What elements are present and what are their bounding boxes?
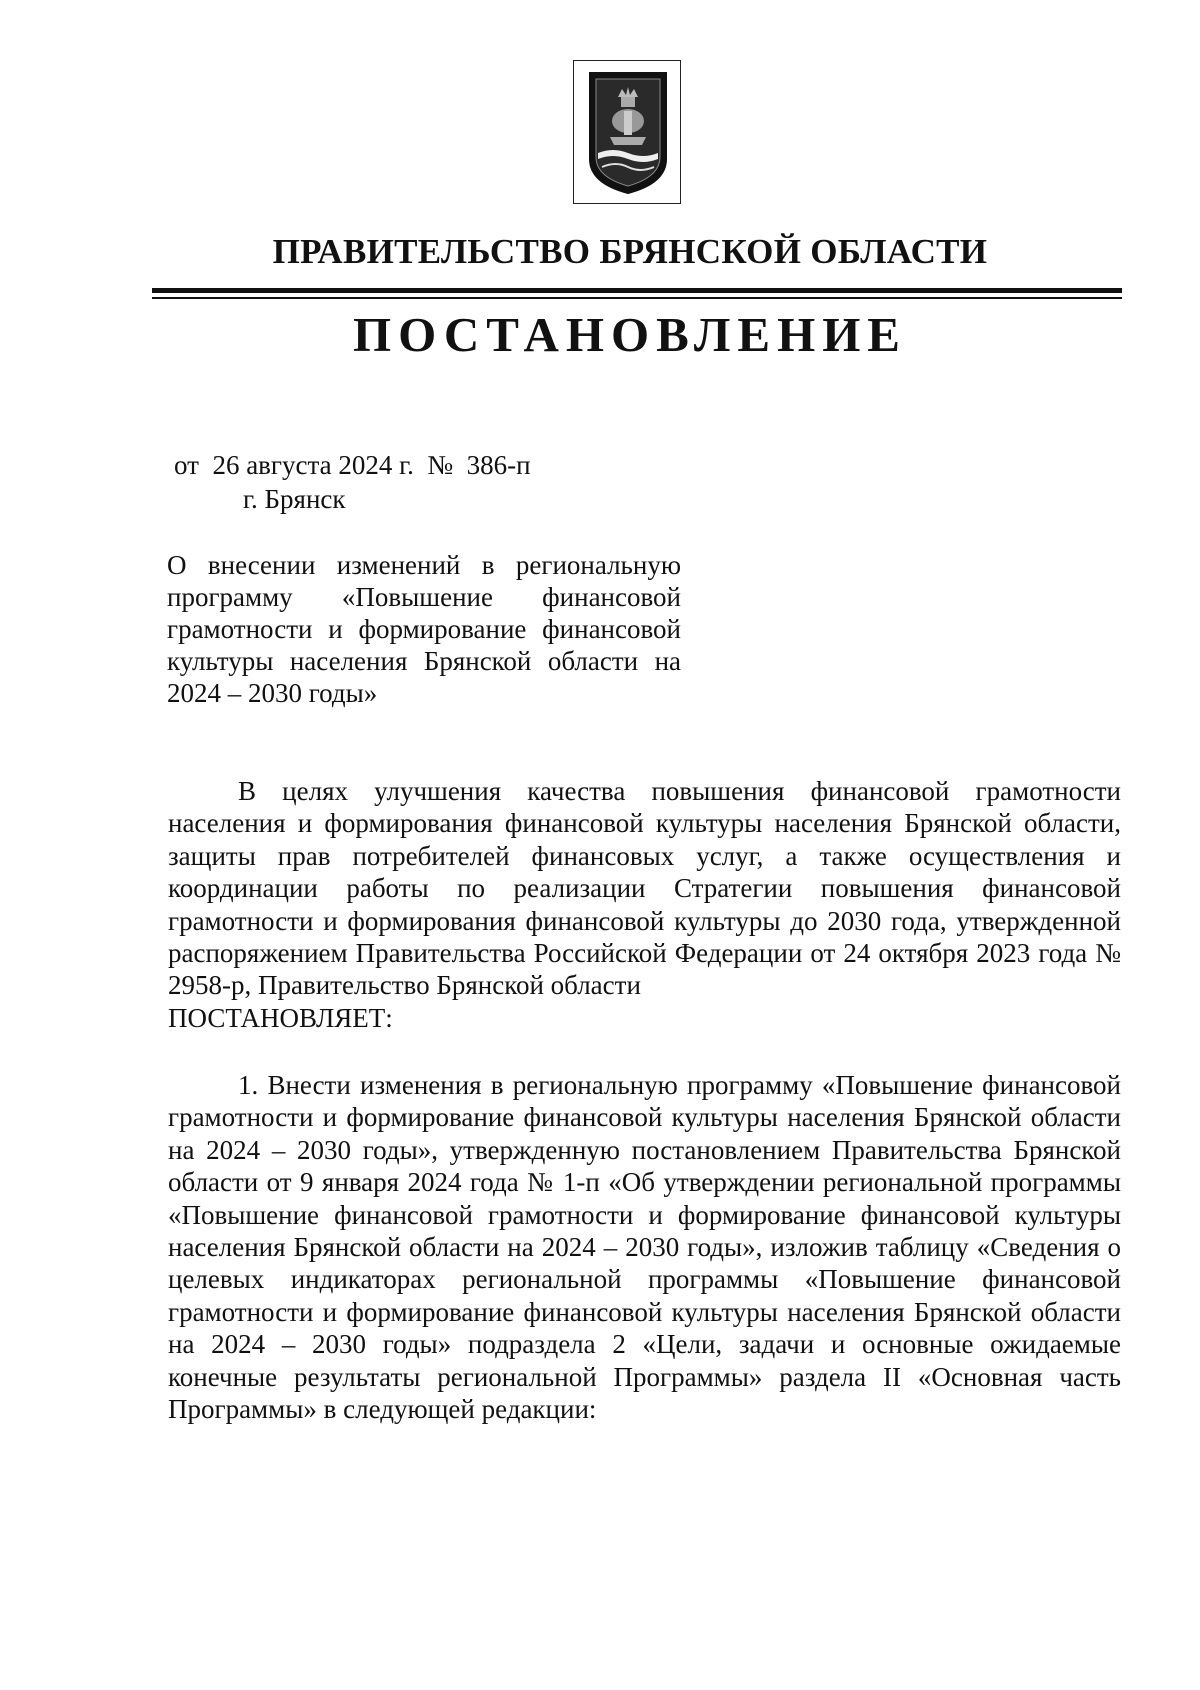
header-rule-thick bbox=[152, 288, 1122, 293]
coat-of-arms-icon bbox=[588, 71, 668, 195]
government-name: ПРАВИТЕЛЬСТВО БРЯНСКОЙ ОБЛАСТИ bbox=[272, 232, 988, 271]
item-1-paragraph: 1. Внести изменения в региональную программу «Повышение финансовой грамотности и формирование финансовой культуры населения Брянской области на 2024 – 2030 годы», утвержденную постановлением Правительства Брянской области от 9 января 2024 года № 1-п «Об утверждении региональной программы «Повышение финансовой грамотности и формирование финансовой культуры населения Брянской области на 2024 – 2030 годы», изложив таблицу «Сведения о целевых индикаторах региональной программы «Повышение финансовой грамотности и формирование финансовой культуры населения Брянской области на 2024 – 2030 годы» подраздела 2 «Цели, задачи и основные ожидаемые конечные результаты региональной Программы» раздела II «Основная часть Программы» в следующей редакции: bbox=[168, 1070, 1121, 1425]
document-subject: О внесении изменений в региональную программу «Повышение финансовой грамотности и формирование финансовой культуры населения Брянской области на 2024 – 2030 годы» bbox=[167, 550, 681, 708]
header-rule-thin bbox=[152, 297, 1122, 299]
emblem bbox=[573, 60, 681, 204]
document-type: ПОСТАНОВЛЕНИЕ bbox=[353, 307, 907, 362]
city: г. Брянск bbox=[243, 484, 346, 514]
preamble-text: В целях улучшения качества повышения финансовой грамотности населения и формирования финансовой культуры населения Брянской области, защиты прав потребителей финансовых услуг, а также осуществления и координации работы по реализации Стратегии повышения финансовой грамотности и формирования финансовой культуры до 2030 года, утвержденной распоряжением Правительства Российской Федерации от 24 октября 2023 года № 2958-р, Правительство Брянской области bbox=[168, 776, 1121, 1001]
decree-word: ПОСТАНОВЛЯЕТ: bbox=[168, 1002, 393, 1033]
preamble-paragraph bbox=[168, 775, 1121, 1034]
date-and-number: от 26 августа 2024 г. № 386-п bbox=[174, 450, 531, 480]
